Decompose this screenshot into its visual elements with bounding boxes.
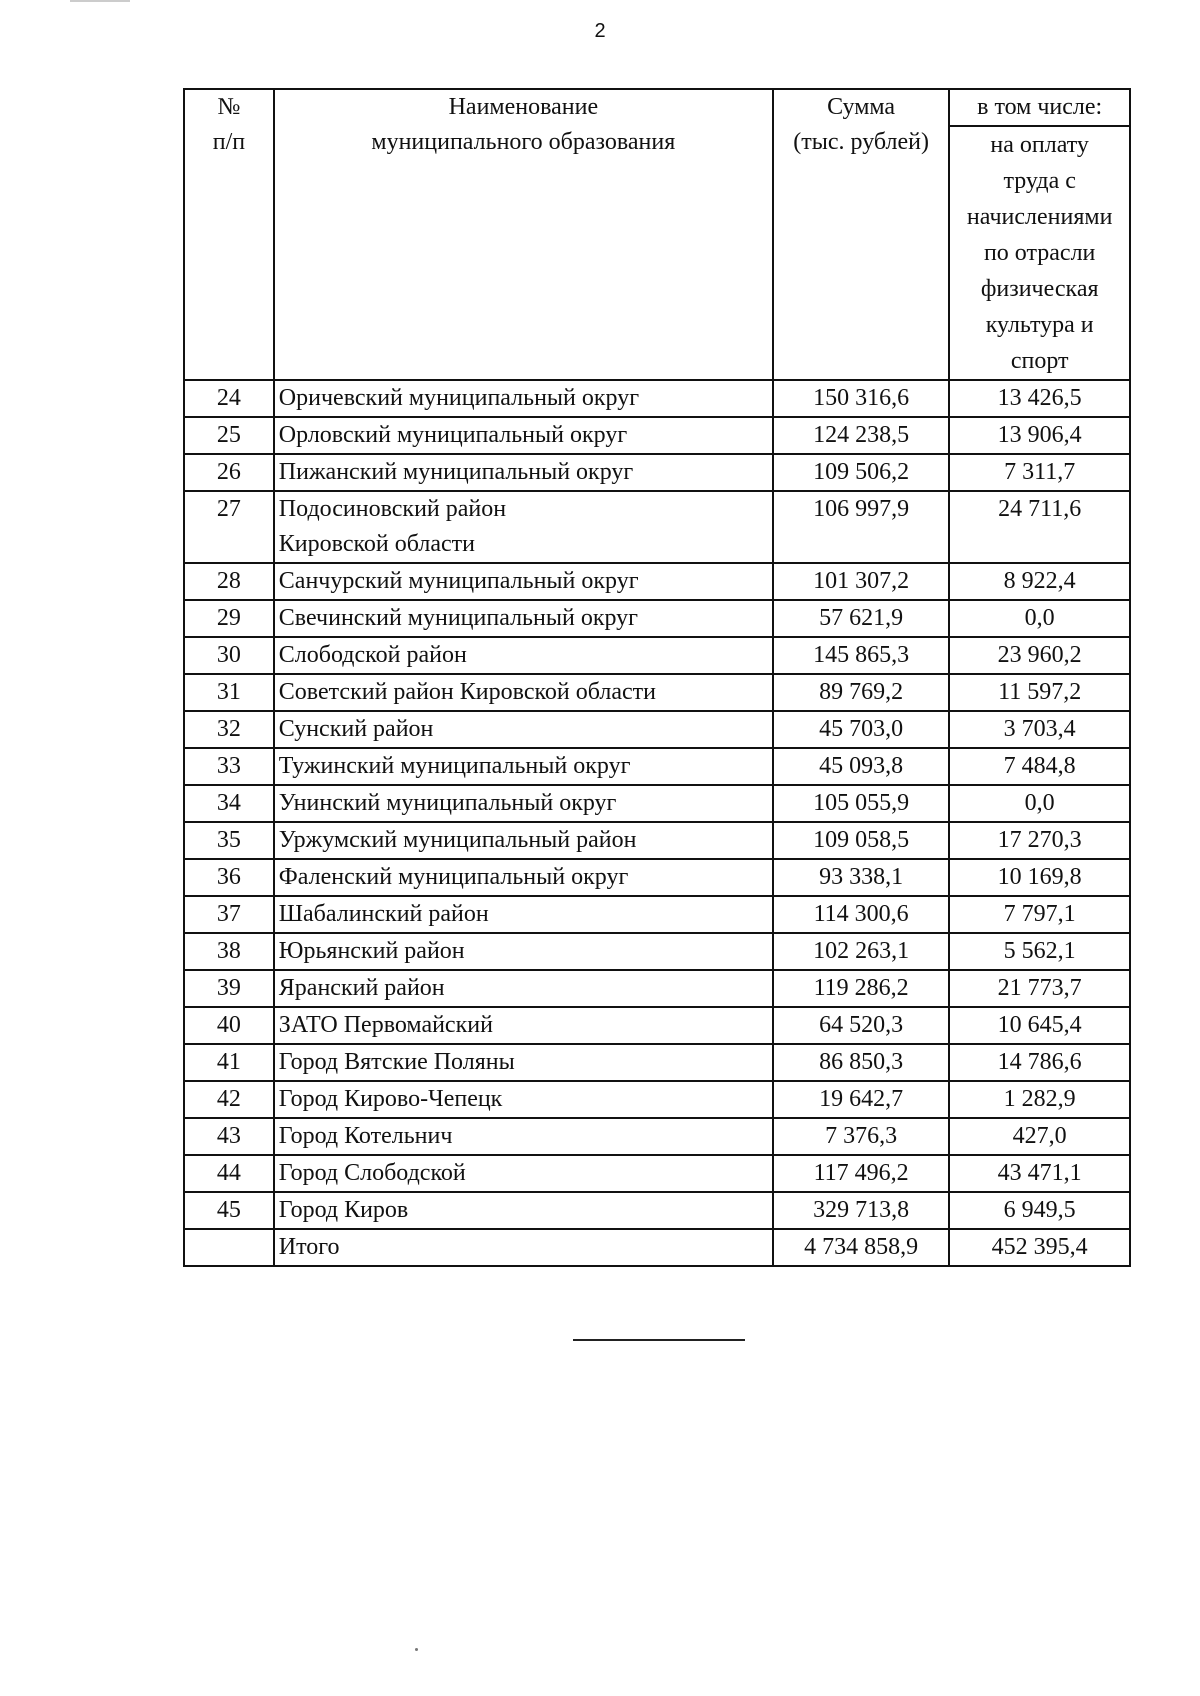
municipality-name-line: Слободской район (278, 642, 467, 668)
sum-value: 150 316,6 (773, 380, 949, 417)
sum-value: 145 865,3 (773, 637, 949, 674)
header-row (184, 89, 1130, 126)
sport-value: 7 484,8 (949, 748, 1130, 785)
sport-value: 8 922,4 (949, 563, 1130, 600)
sum-value: 93 338,1 (773, 859, 949, 896)
sum-value: 19 642,7 (773, 1081, 949, 1118)
sport-value: 6 949,5 (949, 1192, 1130, 1229)
row-number: 43 (184, 1118, 274, 1155)
sum-value: 329 713,8 (773, 1192, 949, 1229)
municipality-name-line: Город Кирово-Чепецк (278, 1086, 503, 1112)
sport-value: 43 471,1 (949, 1155, 1130, 1192)
sum-value: 89 769,2 (773, 674, 949, 711)
municipality-name-line: Город Вятские Поляны (278, 1049, 515, 1075)
header-sport-line: начислениями (966, 204, 1113, 230)
header-sport-line: спорт (1010, 348, 1069, 374)
header-sport-line: труда с (1003, 168, 1076, 194)
municipality-name-line: ЗАТО Первомайский (278, 1012, 493, 1038)
sum-value: 64 520,3 (773, 1007, 949, 1044)
municipality-name-line: Город Киров (278, 1197, 409, 1223)
header-num-abbr: п/п (212, 129, 246, 155)
sport-value: 427,0 (949, 1118, 1130, 1155)
sum-value: 57 621,9 (773, 600, 949, 637)
header-num-symbol: № (217, 94, 241, 120)
municipality-name-line: Город Слободской (278, 1160, 466, 1186)
row-number: 27 (184, 491, 274, 563)
row-number: 33 (184, 748, 274, 785)
table-row (184, 748, 1130, 785)
header-sport-line: культура и (985, 312, 1094, 338)
table-row (184, 1192, 1130, 1229)
row-number: 36 (184, 859, 274, 896)
sport-value: 23 960,2 (949, 637, 1130, 674)
municipality-name-line: Пижанский муниципальный округ (278, 459, 634, 485)
sum-value: 101 307,2 (773, 563, 949, 600)
municipality-name-line: Сунский район (278, 716, 434, 742)
table-row (184, 970, 1130, 1007)
municipality-name (274, 417, 773, 454)
row-number: 28 (184, 563, 274, 600)
total-label: Итого (274, 1229, 773, 1266)
sum-value: 102 263,1 (773, 933, 949, 970)
row-number: 37 (184, 896, 274, 933)
municipality-name (274, 454, 773, 491)
municipality-name (274, 1192, 773, 1229)
header-including-cell: в том числе: (949, 89, 1130, 126)
scan-dot (415, 1648, 418, 1651)
header-sport-cell (949, 126, 1130, 380)
municipality-name (274, 674, 773, 711)
row-number: 31 (184, 674, 274, 711)
header-sport-line: физическая (980, 276, 1099, 302)
table-row (184, 1081, 1130, 1118)
sum-value: 106 997,9 (773, 491, 949, 563)
municipality-name (274, 1007, 773, 1044)
municipality-name (274, 822, 773, 859)
municipality-name (274, 785, 773, 822)
table-body (184, 89, 1130, 1266)
municipality-name (274, 933, 773, 970)
sport-value: 10 169,8 (949, 859, 1130, 896)
municipality-name-line: Подосиновский район (278, 496, 507, 522)
municipality-name (274, 711, 773, 748)
sport-value: 14 786,6 (949, 1044, 1130, 1081)
row-number: 32 (184, 711, 274, 748)
row-number: 24 (184, 380, 274, 417)
table-row (184, 637, 1130, 674)
row-number: 42 (184, 1081, 274, 1118)
table-row (184, 785, 1130, 822)
municipality-name (274, 1044, 773, 1081)
table-row (184, 822, 1130, 859)
municipality-name-line: Тужинский муниципальный округ (278, 753, 631, 779)
sum-value: 45 093,8 (773, 748, 949, 785)
sum-value: 7 376,3 (773, 1118, 949, 1155)
header-name-line2: муниципального образования (371, 129, 676, 155)
table-row (184, 563, 1130, 600)
municipality-name (274, 970, 773, 1007)
municipality-name (274, 1155, 773, 1192)
header-name-cell (274, 89, 773, 380)
municipality-name-line: Оричевский муниципальный округ (278, 385, 640, 411)
table-row (184, 933, 1130, 970)
sport-value: 24 711,6 (949, 491, 1130, 563)
header-sport-line: на оплату (990, 132, 1089, 158)
row-number: 26 (184, 454, 274, 491)
header-sum-line1: Сумма (827, 94, 896, 120)
sport-value: 7 311,7 (949, 454, 1130, 491)
sport-value: 11 597,2 (949, 674, 1130, 711)
table-row (184, 1155, 1130, 1192)
table-row (184, 600, 1130, 637)
municipality-name (274, 563, 773, 600)
table-row (184, 859, 1130, 896)
sport-value: 3 703,4 (949, 711, 1130, 748)
municipality-name-line: Яранский район (278, 975, 445, 1001)
municipality-name (274, 1118, 773, 1155)
table-row (184, 674, 1130, 711)
scan-artifact (70, 0, 130, 2)
sport-value: 5 562,1 (949, 933, 1130, 970)
municipality-name-line: Свечинский муниципальный округ (278, 605, 638, 631)
row-number: 45 (184, 1192, 274, 1229)
sport-value: 10 645,4 (949, 1007, 1130, 1044)
municipality-name (274, 1081, 773, 1118)
municipality-name-line: Советский район Кировской области (278, 679, 656, 705)
table-row (184, 491, 1130, 563)
sport-value: 0,0 (949, 600, 1130, 637)
row-number: 44 (184, 1155, 274, 1192)
municipality-name-line: Юрьянский район (278, 938, 465, 964)
total-number-cell (184, 1229, 274, 1266)
header-num-cell (184, 89, 274, 380)
end-rule (573, 1339, 745, 1341)
table-row (184, 380, 1130, 417)
allocation-table (183, 88, 1131, 1267)
table-row (184, 454, 1130, 491)
total-sport: 452 395,4 (949, 1229, 1130, 1266)
sport-value: 13 426,5 (949, 380, 1130, 417)
municipality-name-line: Город Котельнич (278, 1123, 453, 1149)
row-number: 41 (184, 1044, 274, 1081)
sum-value: 109 506,2 (773, 454, 949, 491)
sum-value: 117 496,2 (773, 1155, 949, 1192)
header-sum-line2: (тыс. рублей) (793, 129, 929, 155)
sum-value: 119 286,2 (773, 970, 949, 1007)
sum-value: 114 300,6 (773, 896, 949, 933)
municipality-name (274, 859, 773, 896)
total-sum: 4 734 858,9 (773, 1229, 949, 1266)
municipality-name-line: Унинский муниципальный округ (278, 790, 617, 816)
sum-value: 86 850,3 (773, 1044, 949, 1081)
municipality-name-line: Уржумский муниципальный район (278, 827, 637, 853)
sport-value: 13 906,4 (949, 417, 1130, 454)
row-number: 35 (184, 822, 274, 859)
municipality-name (274, 491, 773, 563)
sport-value: 0,0 (949, 785, 1130, 822)
sum-value: 124 238,5 (773, 417, 949, 454)
table-row (184, 1044, 1130, 1081)
municipality-name-line: Фаленский муниципальный округ (278, 864, 629, 890)
sport-value: 1 282,9 (949, 1081, 1130, 1118)
municipality-name (274, 600, 773, 637)
header-sport-line: по отрасли (983, 240, 1096, 266)
row-number: 34 (184, 785, 274, 822)
table-row (184, 896, 1130, 933)
total-row (184, 1229, 1130, 1266)
municipality-name-line: Шабалинский район (278, 901, 489, 927)
municipality-name-line: Орловский муниципальный округ (278, 422, 628, 448)
municipality-name (274, 380, 773, 417)
table-row (184, 711, 1130, 748)
header-sum-cell (773, 89, 949, 380)
municipality-name (274, 748, 773, 785)
row-number: 38 (184, 933, 274, 970)
page-number: 2 (594, 20, 606, 42)
table-row (184, 417, 1130, 454)
sport-value: 7 797,1 (949, 896, 1130, 933)
row-number: 39 (184, 970, 274, 1007)
municipality-name-line: Санчурский муниципальный округ (278, 568, 639, 594)
municipality-name-line: Кировской области (278, 531, 476, 557)
table-row (184, 1007, 1130, 1044)
row-number: 40 (184, 1007, 274, 1044)
header-name-line1: Наименование (448, 94, 599, 120)
municipality-name (274, 896, 773, 933)
municipality-name (274, 637, 773, 674)
table-row (184, 1118, 1130, 1155)
row-number: 29 (184, 600, 274, 637)
sum-value: 45 703,0 (773, 711, 949, 748)
sum-value: 109 058,5 (773, 822, 949, 859)
sum-value: 105 055,9 (773, 785, 949, 822)
row-number: 30 (184, 637, 274, 674)
sport-value: 17 270,3 (949, 822, 1130, 859)
row-number: 25 (184, 417, 274, 454)
sport-value: 21 773,7 (949, 970, 1130, 1007)
